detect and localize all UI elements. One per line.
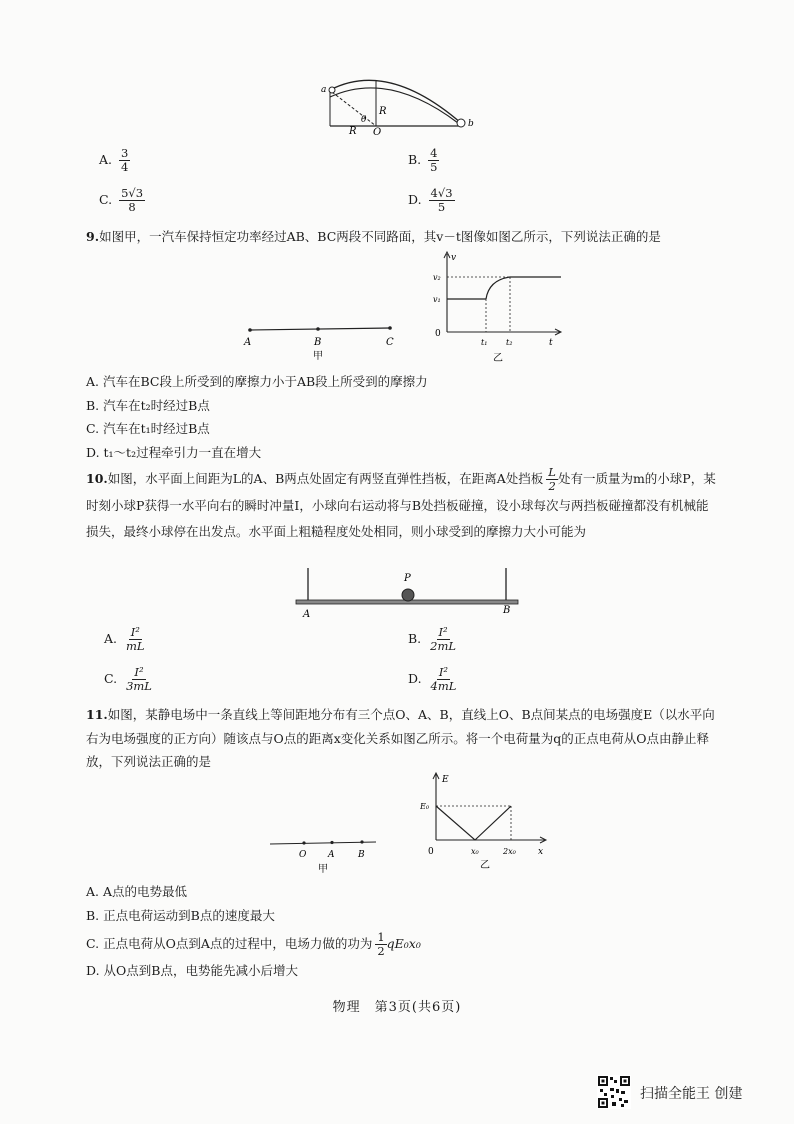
q8-option-a-den: 4 — [121, 160, 129, 174]
q11-curve — [436, 806, 511, 840]
q10-ball-P — [402, 589, 414, 601]
q8-option-a-label: A. — [99, 152, 113, 167]
q9-label-t2: t₂ — [506, 338, 513, 347]
q8-label-R-vert: R — [379, 106, 387, 117]
q9-label-B: B — [314, 337, 322, 348]
q8-ball-b — [457, 119, 465, 127]
q10-figure — [292, 566, 524, 624]
q10-label-P: P — [404, 573, 411, 584]
q10-option-c-label: C. — [104, 671, 118, 686]
q10-option-b-den: 2mL — [430, 639, 457, 653]
q10-option-a-den: mL — [126, 639, 145, 653]
q11-label-E0: E₀ — [420, 802, 430, 811]
q10-frac-num: L — [548, 465, 556, 479]
q8-option-d[interactable] — [408, 187, 455, 214]
q9-option-b[interactable]: B. 汽车在t₂时经过B点 — [86, 397, 210, 413]
q8-option-c-num: 5√3 — [121, 186, 144, 200]
q8-option-b-label: B. — [408, 152, 422, 167]
q9-caption-left: 甲 — [313, 351, 323, 362]
q10-number: 10. — [86, 471, 108, 486]
page-footer: 物理 第3页(共6页) — [332, 1000, 462, 1015]
q11-stem — [86, 703, 716, 774]
q8-option-a[interactable] — [99, 147, 130, 174]
q11-figure-left — [266, 834, 386, 874]
q11-option-c-den: 2 — [377, 944, 385, 958]
q9-caption-right: 乙 — [493, 353, 503, 364]
q9-label-A: A — [244, 337, 252, 348]
q10-label-A: A — [303, 609, 311, 620]
q10-text-after: 处有一质量为m — [557, 471, 645, 486]
q8-arc-outer — [330, 80, 461, 123]
q11-text: 如图，某静电场中一条直线上等间距地分布有三个点O、A、B，直线上O、B点间某点的电场强度E（以水平向右为电场强度的正方向）随该点与O点的距离x变化关系如图乙所示。将一个电荷量为q的正点电荷从O点由静止释放，下列说法正确的是 — [86, 707, 715, 769]
q8-ball-a — [329, 87, 335, 93]
q8-radius-dashed — [332, 92, 376, 126]
scanner-brand: 扫描全能王 创建 — [640, 1086, 743, 1102]
q8-option-c[interactable] — [99, 187, 145, 214]
q10-label-B: B — [503, 605, 511, 616]
q11-caption-right: 乙 — [480, 860, 490, 871]
q11-option-c-num: 1 — [377, 930, 385, 944]
q10-option-a-label: A. — [104, 631, 118, 646]
q11-label-E: E — [442, 775, 449, 785]
q10-option-a-num: I² — [130, 625, 140, 639]
q9-options — [86, 370, 716, 464]
q9-label-C: C — [386, 337, 394, 348]
q10-option-c[interactable] — [104, 666, 154, 693]
q8-option-d-label: D. — [408, 192, 422, 207]
q10-text-rest: 的小球P，某时刻小球P获得一水平向右的瞬时冲量I，小球向右运动将与B处挡板碰撞，设小球每次与两挡板碰撞都没有机械能损失，最终小球停在出发点。水平面上粗糙程度处处相同，则小球受到的摩擦力大小可能为 — [86, 471, 716, 539]
q9-label-v2: v₂ — [433, 273, 441, 282]
q11-label-zero: 0 — [428, 847, 434, 857]
q9-figure-left — [240, 318, 400, 362]
q11-label-x0: x₀ — [471, 847, 479, 856]
q11-figure-right — [420, 770, 560, 878]
q8-option-d-den: 5 — [437, 200, 446, 214]
q11-option-d[interactable]: D. 从O点到B点，电势能先减小后增大 — [86, 963, 298, 978]
q11-option-c-text: C. 正点电荷从O点到A点的过程中，电场力做的功为 — [86, 936, 373, 951]
q10-option-d-num: I² — [438, 665, 449, 679]
q9-figure-right — [425, 248, 565, 366]
q9-label-zero: 0 — [435, 329, 441, 339]
q9-option-a[interactable]: A. 汽车在BC段上所受到的摩擦力小于AB段上所受到的摩擦力 — [86, 374, 428, 389]
q9-option-d[interactable]: D. t₁～t₂过程牵引力一直在增大 — [86, 444, 262, 460]
q8-label-O: O — [373, 127, 382, 136]
q10-option-b-num: I² — [438, 625, 448, 639]
q11-label-x: x — [538, 847, 544, 857]
q11-option-a[interactable]: A. A点的电势最低 — [86, 884, 188, 899]
q9-text: 如图甲，一汽车保持恒定功率经过AB、BC两段不同路面，其v－t图像如图乙所示，下列说法正确的是 — [99, 229, 661, 244]
q9-label-v1: v₁ — [433, 295, 441, 304]
q11-option-c-expr: qE₀x₀ — [386, 936, 421, 951]
q10-stem — [86, 466, 716, 545]
q8-option-c-den: 8 — [128, 200, 136, 214]
q8-label-a: a — [321, 85, 327, 95]
q11-caption-left: 甲 — [318, 864, 328, 874]
q8-label-b: b — [468, 119, 474, 129]
q11-options — [86, 880, 716, 983]
q9-number: 9. — [86, 229, 100, 244]
q8-option-c-label: C. — [99, 192, 113, 207]
q10-option-b[interactable] — [408, 626, 458, 653]
q10-frac-den: 2 — [548, 479, 556, 493]
q9-curve-rise — [486, 277, 510, 299]
q8-option-a-num: 3 — [121, 146, 129, 160]
q8-option-b-den: 5 — [430, 160, 438, 174]
q9-label-t1: t₁ — [481, 338, 488, 347]
q11-option-c[interactable] — [86, 928, 716, 959]
q9-label-t: t — [549, 338, 553, 348]
q9-label-v: v — [451, 253, 457, 263]
qr-code-icon — [597, 1075, 631, 1109]
q10-option-c-den: 3mL — [126, 679, 152, 693]
q8-option-b-num: 4 — [430, 146, 438, 160]
q10-option-d-label: D. — [408, 671, 422, 686]
q9-stem — [86, 225, 716, 249]
q11-option-b[interactable]: B. 正点电荷运动到B点的速度最大 — [86, 908, 275, 923]
q10-option-d-den: 4mL — [430, 679, 457, 693]
q8-option-b[interactable] — [408, 147, 439, 174]
q11-label-O: O — [299, 850, 307, 860]
q8-option-d-num: 4√3 — [430, 186, 453, 200]
q10-option-a[interactable] — [104, 626, 147, 653]
q11-number: 11. — [86, 707, 108, 722]
q11-label-A: A — [328, 850, 335, 860]
q10-text-before: 如图，水平面上间距为L的A、B两点处固定有两竖直弹性挡板，在距离A处挡板 — [107, 471, 544, 486]
q8-label-R-horiz: R — [349, 126, 357, 136]
q11-label-2x0: 2x₀ — [503, 847, 516, 856]
q10-option-b-label: B. — [408, 631, 422, 646]
q10-option-c-num: I² — [134, 665, 144, 679]
q11-label-B: B — [358, 850, 365, 860]
q10-option-d[interactable] — [408, 666, 458, 693]
q8-label-theta: θ — [361, 115, 367, 125]
q8-figure — [318, 68, 478, 136]
q9-option-c[interactable]: C. 汽车在t₁时经过B点 — [86, 421, 210, 436]
